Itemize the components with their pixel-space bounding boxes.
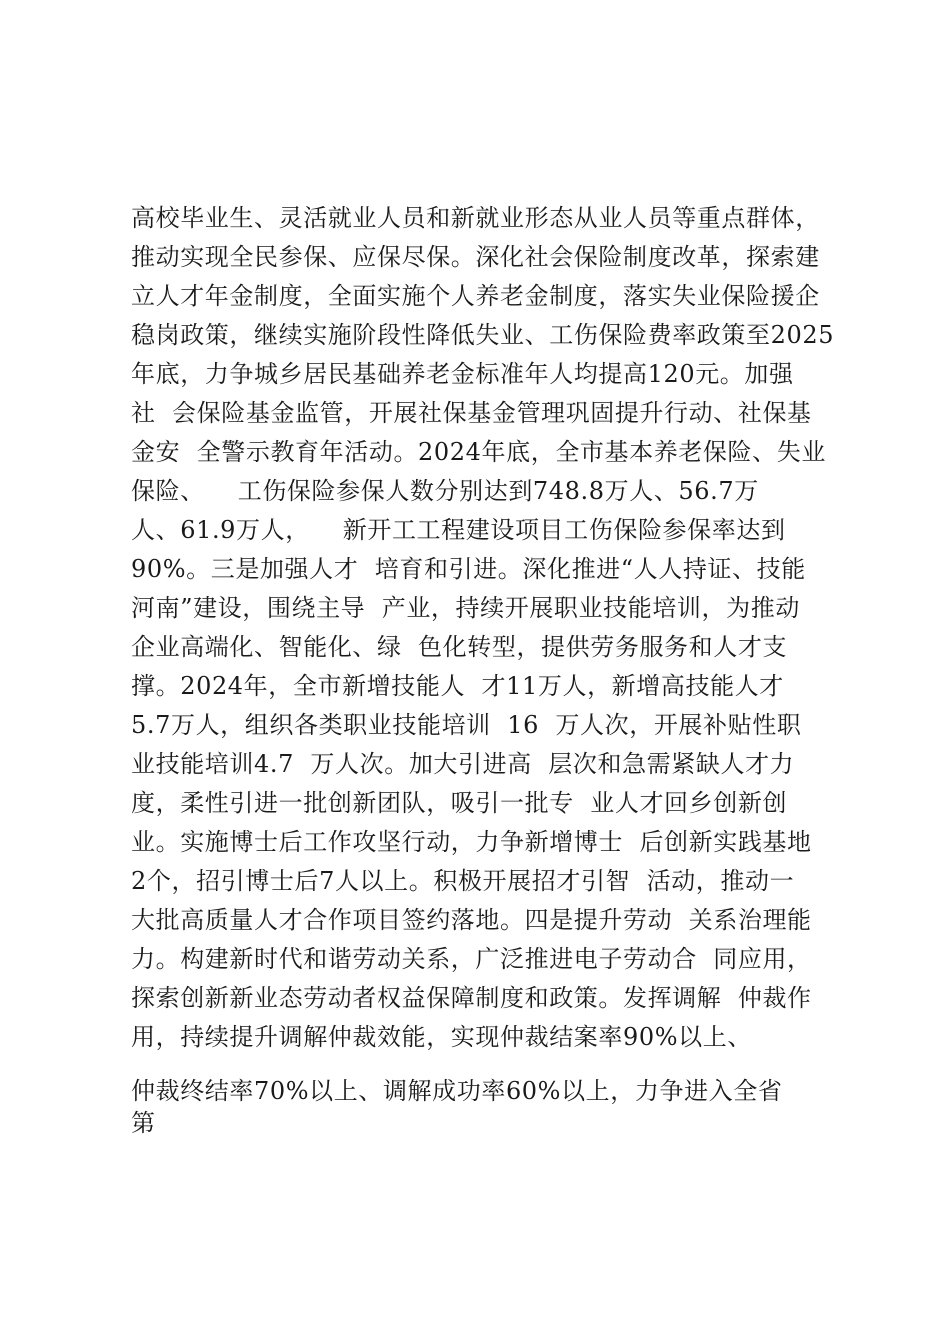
text-line: 人、61.9万人， 新开工工程建设项目工伤保险参保率达到 bbox=[131, 516, 786, 544]
text-line: 年底，力争城乡居民基础养老金标准年人均提高120元。加强 bbox=[131, 360, 794, 388]
text-line: 用，持续提升调解仲裁效能，实现仲裁结案率90%以上、 bbox=[131, 1023, 752, 1051]
text-line: 业技能培训4.7 万人次。加大引进高 层次和急需紧缺人才力 bbox=[131, 750, 795, 778]
text-line: 探索创新新业态劳动者权益保障制度和政策。发挥调解 仲裁作 bbox=[131, 984, 812, 1012]
text-line: 90%。三是加强人才 培育和引进。深化推进“人人持证、技能 bbox=[131, 555, 806, 583]
text-line: 2个，招引博士后7人以上。积极开展招才引智 活动，推动一 bbox=[131, 867, 795, 895]
text-line: 社 会保险基金监管，开展社保基金管理巩固提升行动、社保基 bbox=[131, 399, 812, 427]
text-line: 保险、 工伤保险参保人数分别达到748.8万人、56.7万 bbox=[131, 477, 759, 505]
text-line: 企业高端化、智能化、绿 色化转型，提供劳务服务和人才支 bbox=[131, 633, 788, 661]
text-line: 仲裁终结率70%以上、调解成功率60%以上，力争进入全省 bbox=[131, 1077, 783, 1105]
text-line: 第 bbox=[131, 1109, 156, 1137]
text-line: 金安 全警示教育年活动。2024年底，全市基本养老保险、失业 bbox=[131, 438, 826, 466]
text-line: 推动实现全民参保、应保尽保。深化社会保险制度改革，探索建 bbox=[131, 243, 820, 271]
text-line: 5.7万人，组织各类职业技能培训 16 万人次，开展补贴性职 bbox=[131, 711, 802, 739]
text-line: 度，柔性引进一批创新团队，吸引一批专 业人才回乡创新创 bbox=[131, 789, 788, 817]
text-line: 撑。2024年，全市新增技能人 才11万人，新增高技能人才 bbox=[131, 672, 784, 700]
text-line: 高校毕业生、灵活就业人员和新就业形态从业人员等重点群体， bbox=[131, 204, 820, 232]
text-line: 大批高质量人才合作项目签约落地。四是提升劳动 关系治理能 bbox=[131, 906, 812, 934]
text-line: 稳岗政策，继续实施阶段性降低失业、工伤保险费率政策至2025 bbox=[131, 321, 835, 349]
text-line: 立人才年金制度，全面实施个人养老金制度，落实失业保险援企 bbox=[131, 282, 820, 310]
text-line: 力。构建新时代和谐劳动关系，广泛推进电子劳动合 同应用， bbox=[131, 945, 812, 973]
text-line: 河南”建设，围绕主导 产业，持续开展职业技能培训，为推动 bbox=[131, 594, 800, 622]
text-line: 业。实施博士后工作攻坚行动，力争新增博士 后创新实践基地 bbox=[131, 828, 812, 856]
